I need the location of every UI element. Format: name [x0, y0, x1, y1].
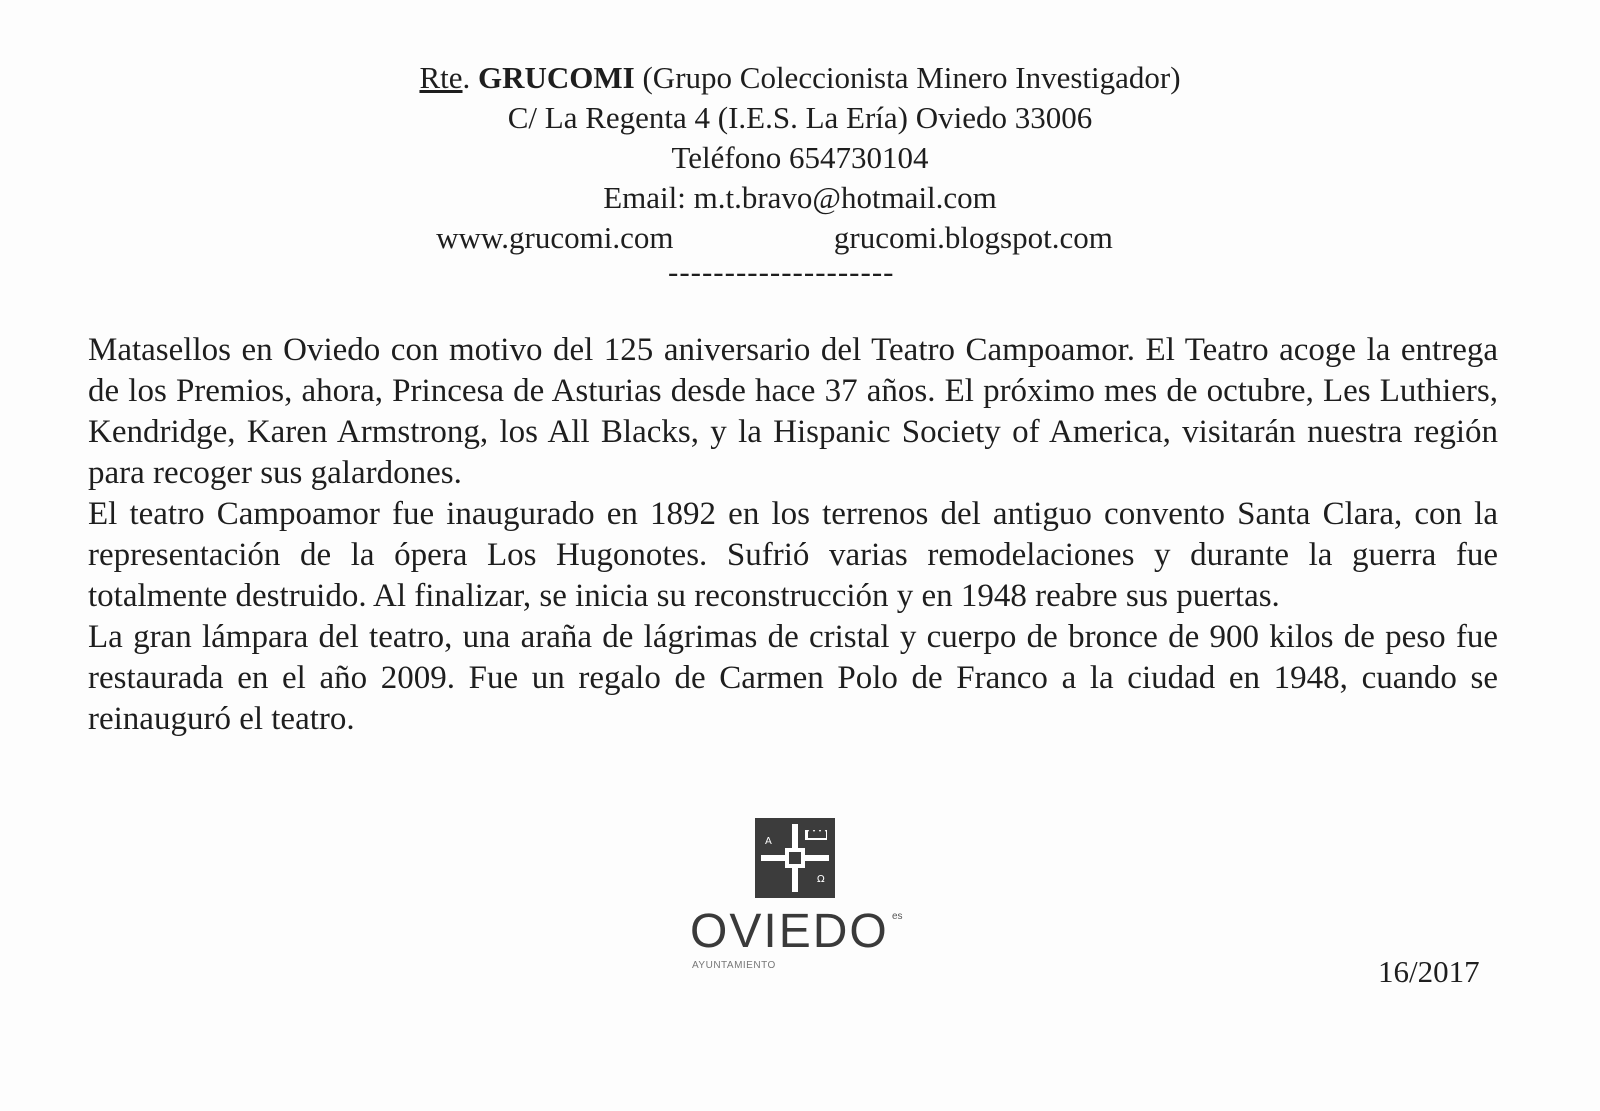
paragraph-2: El teatro Campoamor fue inaugurado en 1892 en los terrenos del antiguo convento Santa Clara, con la representación de la ópera Los Hugonotes. Sufrió varias remodelaciones y durante la guerra fue totalmente destruido. Al finalizar, se inicia su reconstrucción y en 1948 reabre sus puertas. [88, 496, 1498, 614]
website-link: www.grucomi.com [436, 220, 674, 255]
paragraph-1: Matasellos en Oviedo con motivo del 125 aniversario del Teatro Campoamor. El Teatro acoge la entrega de los Premios, ahora, Princesa de Asturias desde hace 37 años. El próximo mes de octubre, Les Luthiers, Kendridge, Karen Armstrong, los All Blacks, y la Hispanic Society of America, visitarán nuestra región para recoger sus galardones. [88, 332, 1498, 491]
email-line: Email: m.t.bravo@hotmail.com [603, 180, 997, 215]
svg-text:Ω: Ω [817, 874, 825, 885]
body-text [88, 330, 1498, 740]
logo-subtitle: AYUNTAMIENTO [692, 960, 776, 971]
sender-header [0, 58, 1600, 258]
cross-emblem-icon [755, 818, 835, 898]
blog-link: grucomi.blogspot.com [833, 220, 1113, 255]
sender-line [0, 58, 1600, 98]
document-number: 16/2017 [1378, 954, 1480, 989]
web-line [0, 218, 1600, 258]
oviedo-logo [690, 818, 920, 988]
address-line: C/ La Regenta 4 (I.E.S. La Ería) Oviedo 33006 [507, 100, 1093, 135]
org-full-name: (Grupo Coleccionista Minero Investigador) [642, 60, 1181, 95]
paragraph-3: La gran lámpara del teatro, una araña de lágrimas de cristal y cuerpo de bronce de 900 kilos de peso fue restaurada en el año 2009. Fue un regalo de Carmen Polo de Franco a la ciudad en 1948, cuando se reinauguró el teatro. [88, 619, 1498, 737]
logo-superscript: es [892, 911, 903, 922]
logo-wordmark: OVIEDO [690, 905, 889, 958]
sender-dot: . [462, 60, 471, 95]
svg-text:Α: Α [765, 836, 772, 847]
phone-line: Teléfono 654730104 [671, 140, 929, 175]
sender-abbr: Rte [419, 60, 463, 95]
org-name: GRUCOMI [478, 60, 635, 95]
header-divider: -------------------- [668, 254, 895, 289]
